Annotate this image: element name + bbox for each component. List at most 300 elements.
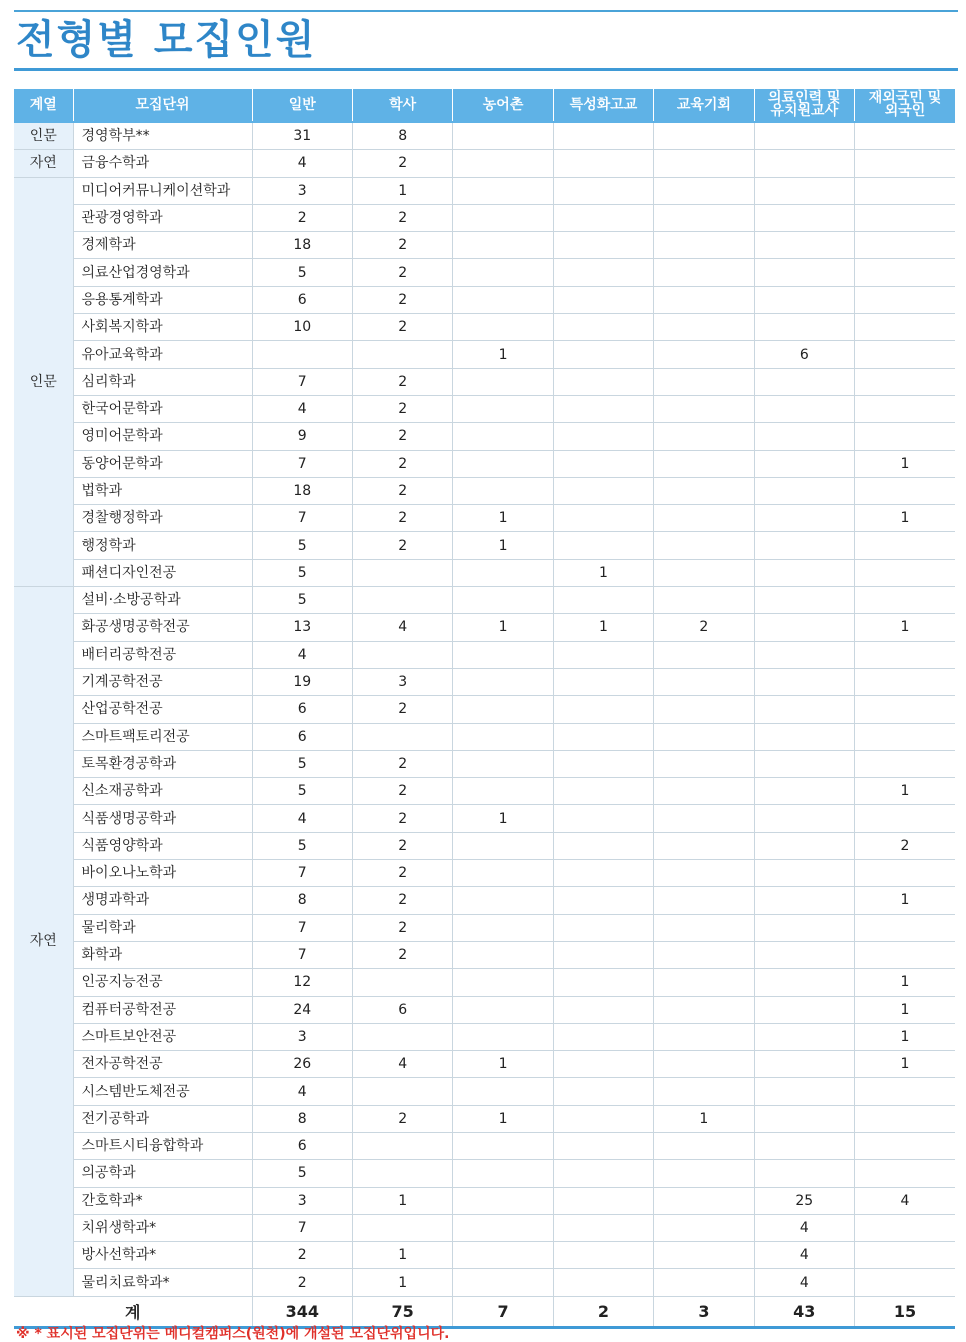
value-cell	[654, 559, 754, 586]
unit-cell: 방사선학과*	[73, 1242, 252, 1269]
value-cell	[352, 1132, 452, 1159]
value-cell: 18	[252, 477, 352, 504]
value-cell	[352, 587, 452, 614]
value-cell	[855, 314, 956, 341]
value-cell	[754, 750, 854, 777]
value-cell	[553, 122, 653, 150]
value-cell: 12	[252, 969, 352, 996]
value-cell	[553, 723, 653, 750]
value-cell	[654, 969, 754, 996]
table-row	[14, 969, 955, 996]
page-title: 전형별 모집인원	[16, 17, 317, 63]
table-row	[14, 914, 955, 941]
value-cell	[754, 122, 854, 150]
unit-cell: 설비·소방공학과	[73, 587, 252, 614]
value-cell: 5	[252, 532, 352, 559]
value-cell	[754, 969, 854, 996]
value-cell	[754, 723, 854, 750]
column-header: 의료인력 및 유치원교사	[754, 89, 854, 122]
group-cell: 인문	[14, 122, 73, 150]
value-cell	[352, 969, 452, 996]
table-row	[14, 641, 955, 668]
value-cell	[654, 1214, 754, 1241]
value-cell: 2	[352, 778, 452, 805]
value-cell: 1	[855, 778, 956, 805]
value-cell	[654, 668, 754, 695]
value-cell	[553, 778, 653, 805]
value-cell	[754, 450, 854, 477]
value-cell	[654, 505, 754, 532]
value-cell: 5	[252, 587, 352, 614]
value-cell	[754, 1105, 854, 1132]
value-cell	[453, 395, 553, 422]
column-header: 특성화고교	[553, 89, 653, 122]
value-cell: 4	[252, 1078, 352, 1105]
value-cell	[453, 887, 553, 914]
value-cell	[553, 969, 653, 996]
value-cell	[553, 1160, 653, 1187]
total-value: 15	[855, 1296, 956, 1327]
table-row	[14, 1105, 955, 1132]
value-cell: 5	[252, 1160, 352, 1187]
value-cell	[553, 341, 653, 368]
table-row	[14, 778, 955, 805]
table-row	[14, 477, 955, 504]
value-cell	[553, 1269, 653, 1296]
value-cell: 1	[855, 1023, 956, 1050]
value-cell: 2	[252, 204, 352, 231]
value-cell	[754, 860, 854, 887]
value-cell: 1	[553, 559, 653, 586]
value-cell: 1	[855, 996, 956, 1023]
unit-cell: 배터리공학전공	[73, 641, 252, 668]
unit-cell: 법학과	[73, 477, 252, 504]
value-cell: 2	[352, 941, 452, 968]
value-cell	[855, 532, 956, 559]
unit-cell: 화학과	[73, 941, 252, 968]
value-cell: 1	[453, 341, 553, 368]
value-cell	[453, 969, 553, 996]
value-cell: 4	[754, 1242, 854, 1269]
total-value: 75	[352, 1296, 452, 1327]
value-cell: 3	[252, 1187, 352, 1214]
value-cell	[654, 450, 754, 477]
table-row	[14, 1242, 955, 1269]
value-cell: 19	[252, 668, 352, 695]
value-cell	[754, 696, 854, 723]
table-row	[14, 1214, 955, 1241]
value-cell	[553, 1051, 653, 1078]
value-cell	[453, 1187, 553, 1214]
table-row	[14, 668, 955, 695]
value-cell	[453, 368, 553, 395]
value-cell	[654, 696, 754, 723]
table-row	[14, 587, 955, 614]
total-value: 43	[754, 1296, 854, 1327]
value-cell: 25	[754, 1187, 854, 1214]
total-label: 계	[14, 1296, 252, 1327]
value-cell	[553, 286, 653, 313]
value-cell	[553, 832, 653, 859]
value-cell: 7	[252, 368, 352, 395]
value-cell	[654, 941, 754, 968]
unit-cell: 인공지능전공	[73, 969, 252, 996]
value-cell	[855, 177, 956, 204]
value-cell: 2	[352, 259, 452, 286]
value-cell: 6	[252, 286, 352, 313]
value-cell: 2	[352, 860, 452, 887]
value-cell	[453, 941, 553, 968]
value-cell	[855, 1269, 956, 1296]
unit-cell: 영미어문학과	[73, 423, 252, 450]
value-cell	[855, 259, 956, 286]
value-cell	[754, 1078, 854, 1105]
value-cell: 2	[352, 805, 452, 832]
value-cell	[654, 750, 754, 777]
value-cell: 1	[654, 1105, 754, 1132]
value-cell	[754, 887, 854, 914]
total-value: 7	[453, 1296, 553, 1327]
value-cell	[553, 368, 653, 395]
total-row	[14, 1296, 955, 1327]
value-cell: 4	[252, 395, 352, 422]
value-cell	[654, 204, 754, 231]
value-cell: 3	[252, 177, 352, 204]
value-cell	[654, 805, 754, 832]
table-row	[14, 232, 955, 259]
unit-cell: 산업공학전공	[73, 696, 252, 723]
unit-cell: 의공학과	[73, 1160, 252, 1187]
value-cell: 3	[352, 668, 452, 695]
table-row	[14, 314, 955, 341]
value-cell	[654, 1160, 754, 1187]
value-cell: 2	[352, 696, 452, 723]
value-cell	[855, 204, 956, 231]
value-cell: 2	[352, 395, 452, 422]
value-cell	[855, 150, 956, 177]
value-cell	[553, 887, 653, 914]
value-cell	[855, 696, 956, 723]
value-cell	[855, 805, 956, 832]
value-cell	[553, 996, 653, 1023]
table-row	[14, 341, 955, 368]
value-cell	[855, 723, 956, 750]
value-cell	[754, 368, 854, 395]
table-row	[14, 1132, 955, 1159]
value-cell: 6	[252, 1132, 352, 1159]
value-cell: 2	[352, 477, 452, 504]
title-rule	[14, 68, 958, 71]
value-cell	[654, 122, 754, 150]
value-cell	[453, 150, 553, 177]
value-cell: 1	[453, 805, 553, 832]
value-cell: 13	[252, 614, 352, 641]
value-cell	[553, 860, 653, 887]
value-cell	[453, 587, 553, 614]
value-cell	[352, 723, 452, 750]
value-cell	[553, 177, 653, 204]
total-value: 2	[553, 1296, 653, 1327]
value-cell: 2	[352, 750, 452, 777]
value-cell	[855, 286, 956, 313]
value-cell	[352, 559, 452, 586]
unit-cell: 한국어문학과	[73, 395, 252, 422]
group-cell: 자연	[14, 587, 73, 1297]
value-cell: 1	[352, 177, 452, 204]
value-cell	[754, 505, 854, 532]
value-cell	[352, 1023, 452, 1050]
value-cell: 7	[252, 860, 352, 887]
value-cell	[654, 1023, 754, 1050]
value-cell: 8	[252, 887, 352, 914]
table-row	[14, 887, 955, 914]
value-cell	[754, 641, 854, 668]
value-cell	[553, 1214, 653, 1241]
value-cell: 1	[453, 1051, 553, 1078]
value-cell	[553, 259, 653, 286]
unit-cell: 토목환경공학과	[73, 750, 252, 777]
value-cell	[352, 641, 452, 668]
value-cell	[553, 423, 653, 450]
unit-cell: 경찰행정학과	[73, 505, 252, 532]
value-cell	[654, 887, 754, 914]
value-cell	[855, 232, 956, 259]
value-cell	[453, 696, 553, 723]
value-cell	[453, 559, 553, 586]
value-cell	[654, 914, 754, 941]
table-row	[14, 1078, 955, 1105]
value-cell: 2	[352, 532, 452, 559]
value-cell: 1	[352, 1269, 452, 1296]
table-row	[14, 1160, 955, 1187]
value-cell: 7	[252, 914, 352, 941]
value-cell: 5	[252, 778, 352, 805]
table-row	[14, 423, 955, 450]
table-row	[14, 614, 955, 641]
value-cell	[855, 750, 956, 777]
value-cell	[654, 996, 754, 1023]
value-cell	[754, 668, 854, 695]
value-cell	[654, 395, 754, 422]
unit-cell: 유아교육학과	[73, 341, 252, 368]
value-cell	[553, 1105, 653, 1132]
value-cell	[352, 341, 452, 368]
value-cell: 4	[754, 1214, 854, 1241]
group-cell: 인문	[14, 177, 73, 586]
value-cell	[453, 423, 553, 450]
table-row	[14, 505, 955, 532]
value-cell	[553, 750, 653, 777]
table-row	[14, 1051, 955, 1078]
unit-cell: 기계공학전공	[73, 668, 252, 695]
value-cell	[453, 177, 553, 204]
table-row	[14, 150, 955, 177]
value-cell	[855, 860, 956, 887]
value-cell	[654, 341, 754, 368]
value-cell: 7	[252, 505, 352, 532]
value-cell	[453, 204, 553, 231]
value-cell	[654, 423, 754, 450]
unit-cell: 식품영양학과	[73, 832, 252, 859]
unit-cell: 바이오나노학과	[73, 860, 252, 887]
value-cell	[754, 286, 854, 313]
value-cell	[654, 1187, 754, 1214]
value-cell: 1	[855, 450, 956, 477]
value-cell: 4	[352, 1051, 452, 1078]
column-header: 농어촌	[453, 89, 553, 122]
table-row	[14, 805, 955, 832]
value-cell	[754, 778, 854, 805]
value-cell	[553, 805, 653, 832]
unit-cell: 관광경영학과	[73, 204, 252, 231]
table-row	[14, 941, 955, 968]
value-cell: 2	[352, 204, 452, 231]
unit-cell: 의료산업경영학과	[73, 259, 252, 286]
value-cell	[553, 1023, 653, 1050]
unit-cell: 컴퓨터공학전공	[73, 996, 252, 1023]
value-cell	[654, 286, 754, 313]
value-cell: 2	[352, 450, 452, 477]
value-cell: 2	[352, 423, 452, 450]
value-cell: 7	[252, 941, 352, 968]
value-cell	[654, 1132, 754, 1159]
unit-cell: 응용통계학과	[73, 286, 252, 313]
unit-cell: 신소재공학과	[73, 778, 252, 805]
value-cell	[352, 1078, 452, 1105]
value-cell	[453, 259, 553, 286]
column-header: 교육기회	[654, 89, 754, 122]
value-cell: 2	[352, 368, 452, 395]
unit-cell: 동양어문학과	[73, 450, 252, 477]
value-cell	[754, 941, 854, 968]
value-cell	[754, 1132, 854, 1159]
value-cell	[754, 1023, 854, 1050]
value-cell	[855, 1078, 956, 1105]
value-cell	[453, 668, 553, 695]
value-cell	[855, 1105, 956, 1132]
header-row	[14, 89, 955, 122]
unit-cell: 사회복지학과	[73, 314, 252, 341]
value-cell: 9	[252, 423, 352, 450]
unit-cell: 전기공학과	[73, 1105, 252, 1132]
value-cell	[754, 314, 854, 341]
value-cell: 24	[252, 996, 352, 1023]
value-cell: 4	[252, 150, 352, 177]
value-cell: 4	[855, 1187, 956, 1214]
value-cell	[553, 314, 653, 341]
value-cell	[754, 232, 854, 259]
table-body	[14, 122, 955, 1296]
value-cell	[855, 341, 956, 368]
value-cell	[855, 1242, 956, 1269]
value-cell	[553, 587, 653, 614]
table-row	[14, 696, 955, 723]
value-cell	[453, 832, 553, 859]
value-cell	[252, 341, 352, 368]
unit-cell: 미디어커뮤니케이션학과	[73, 177, 252, 204]
value-cell	[654, 477, 754, 504]
value-cell: 8	[252, 1105, 352, 1132]
value-cell: 1	[855, 1051, 956, 1078]
value-cell: 5	[252, 259, 352, 286]
value-cell	[754, 614, 854, 641]
value-cell	[553, 641, 653, 668]
value-cell	[855, 641, 956, 668]
column-header: 계열	[14, 89, 73, 122]
unit-cell: 심리학과	[73, 368, 252, 395]
table-row	[14, 1187, 955, 1214]
value-cell	[754, 259, 854, 286]
value-cell: 5	[252, 832, 352, 859]
value-cell	[654, 587, 754, 614]
value-cell: 4	[352, 614, 452, 641]
group-cell: 자연	[14, 150, 73, 177]
value-cell	[754, 177, 854, 204]
value-cell: 1	[352, 1187, 452, 1214]
value-cell	[553, 668, 653, 695]
value-cell	[855, 559, 956, 586]
value-cell: 2	[352, 1105, 452, 1132]
value-cell: 1	[855, 969, 956, 996]
value-cell	[855, 1160, 956, 1187]
value-cell	[654, 1078, 754, 1105]
value-cell	[654, 778, 754, 805]
value-cell	[453, 778, 553, 805]
value-cell: 1	[855, 887, 956, 914]
value-cell: 1	[553, 614, 653, 641]
table-row	[14, 559, 955, 586]
unit-cell: 물리학과	[73, 914, 252, 941]
value-cell	[855, 668, 956, 695]
value-cell	[553, 1187, 653, 1214]
value-cell	[654, 532, 754, 559]
value-cell: 31	[252, 122, 352, 150]
value-cell	[453, 477, 553, 504]
value-cell: 6	[754, 341, 854, 368]
value-cell	[855, 368, 956, 395]
value-cell	[352, 1160, 452, 1187]
value-cell	[553, 1078, 653, 1105]
unit-cell: 행정학과	[73, 532, 252, 559]
value-cell	[453, 286, 553, 313]
value-cell: 18	[252, 232, 352, 259]
table-row	[14, 450, 955, 477]
value-cell	[654, 232, 754, 259]
value-cell	[453, 914, 553, 941]
value-cell: 6	[352, 996, 452, 1023]
value-cell: 1	[453, 1105, 553, 1132]
value-cell	[754, 805, 854, 832]
value-cell: 2	[352, 887, 452, 914]
table-row	[14, 723, 955, 750]
value-cell: 7	[252, 450, 352, 477]
value-cell	[654, 150, 754, 177]
value-cell: 2	[352, 914, 452, 941]
value-cell: 7	[252, 1214, 352, 1241]
value-cell	[352, 1214, 452, 1241]
unit-cell: 스마트팩토리전공	[73, 723, 252, 750]
table-row	[14, 204, 955, 231]
value-cell	[754, 559, 854, 586]
value-cell: 1	[453, 505, 553, 532]
value-cell: 2	[855, 832, 956, 859]
value-cell: 2	[352, 150, 452, 177]
value-cell	[855, 395, 956, 422]
value-cell	[553, 477, 653, 504]
value-cell: 2	[352, 286, 452, 313]
value-cell	[453, 1214, 553, 1241]
table-row	[14, 395, 955, 422]
